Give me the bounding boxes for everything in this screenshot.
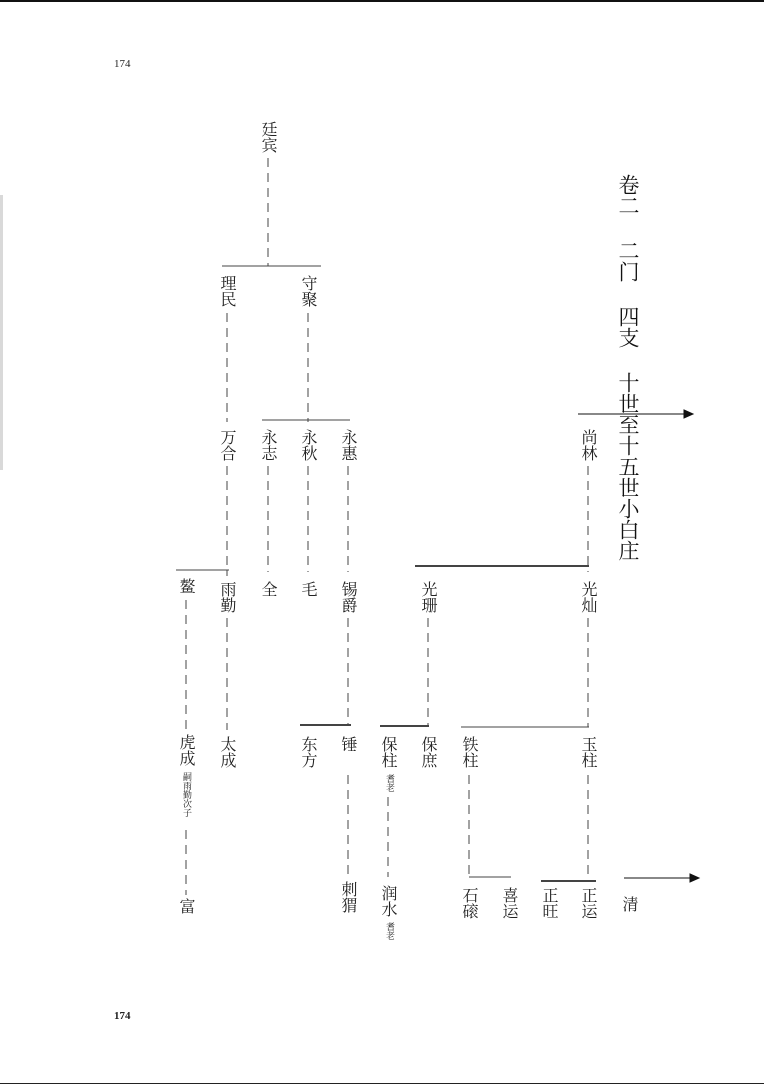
person-xiyun: 喜运 bbox=[500, 887, 519, 919]
person-baoshu: 保庶 bbox=[419, 736, 438, 768]
person-baozhu: 保柱 bbox=[379, 736, 398, 768]
person-mao: 毛 bbox=[299, 581, 318, 597]
note-hucheng-adopted: 嗣雨勤次子 bbox=[181, 772, 191, 817]
person-yuzhu: 玉柱 bbox=[579, 736, 598, 768]
page-number-top: 174 bbox=[114, 58, 131, 70]
page-number-bottom: 174 bbox=[114, 1010, 131, 1022]
person-ciwei: 刺猬 bbox=[339, 881, 358, 913]
person-guangcan: 光灿 bbox=[579, 581, 598, 613]
person-yongzhi: 永志 bbox=[259, 429, 278, 461]
person-yongqiu: 永秋 bbox=[299, 429, 318, 461]
note-baozhu-elder: 耆老 bbox=[384, 774, 394, 792]
person-yuqin: 雨勤 bbox=[218, 581, 237, 613]
person-wanhe: 万合 bbox=[218, 429, 237, 461]
person-shanglin: 尚林 bbox=[579, 429, 598, 461]
person-shikui: 石磙 bbox=[460, 887, 479, 919]
person-zhengwang: 正旺 bbox=[540, 887, 559, 919]
person-zhengyun: 正运 bbox=[579, 887, 598, 919]
person-dongfang: 东方 bbox=[299, 736, 318, 768]
person-shouju: 守聚 bbox=[299, 275, 318, 307]
person-ao: 鳌 bbox=[177, 578, 196, 594]
person-quan: 全 bbox=[259, 581, 278, 597]
person-limin: 理民 bbox=[218, 275, 237, 307]
note-runshui-elder: 耆老 bbox=[384, 922, 394, 940]
person-chui: 锤 bbox=[339, 736, 358, 752]
person-xijue: 锡爵 bbox=[339, 581, 358, 613]
person-guangshan: 光珊 bbox=[419, 581, 438, 613]
person-runshui: 润水 bbox=[379, 885, 398, 917]
person-fu: 富 bbox=[177, 898, 196, 914]
person-tingbin: 廷宾 bbox=[259, 121, 278, 153]
person-taicheng: 太成 bbox=[218, 736, 237, 768]
person-hucheng: 虎成 bbox=[177, 734, 196, 766]
person-qing: 清 bbox=[620, 896, 639, 912]
person-tiezhu: 铁柱 bbox=[460, 736, 479, 768]
volume-title: 卷二 二门 四支 十世至十五世小白庄 bbox=[616, 174, 640, 561]
person-yonghui: 永惠 bbox=[339, 429, 358, 461]
